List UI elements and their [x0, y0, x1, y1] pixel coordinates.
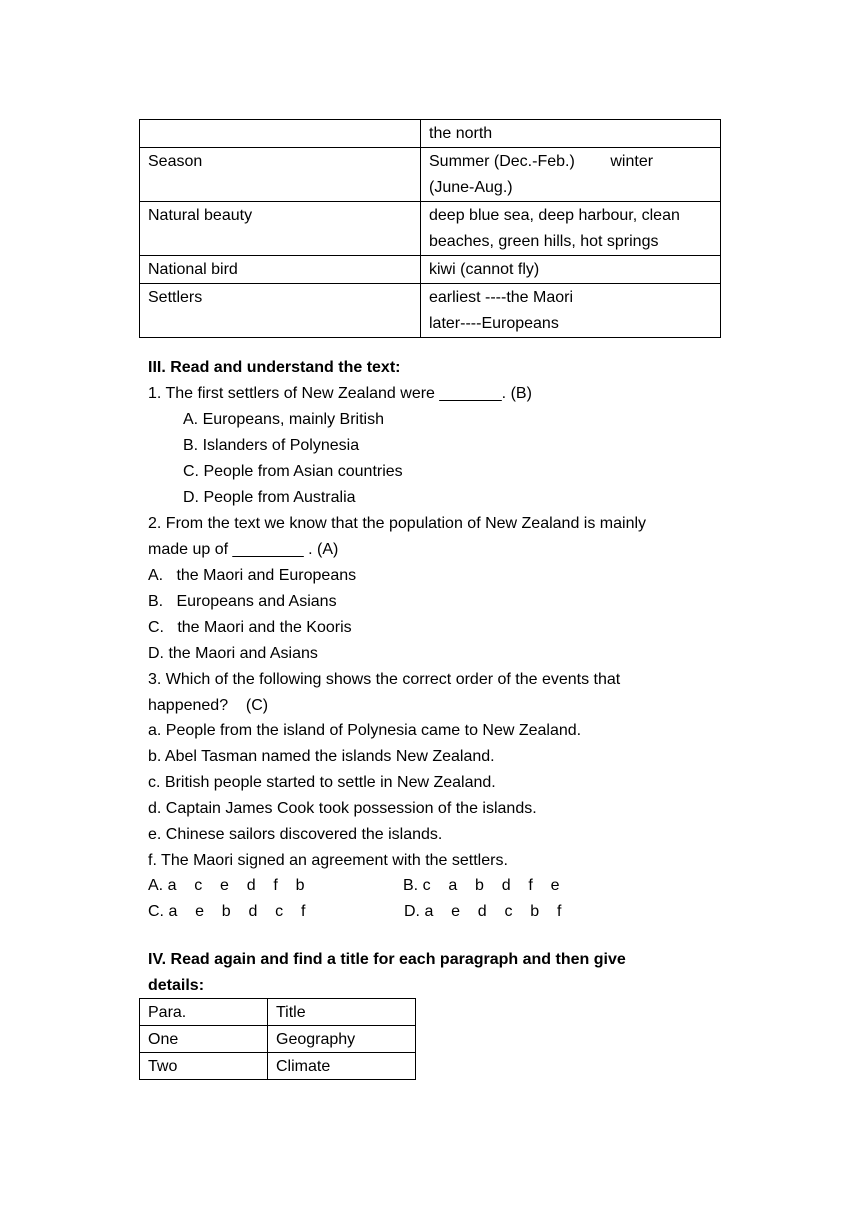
paragraph-title-table [139, 998, 416, 1080]
table-cell-label: Season [140, 148, 421, 202]
cell-line: earliest ----the Maori [429, 289, 574, 306]
table-cell-label: Settlers [140, 284, 421, 338]
q2-option-b: B. Europeans and Asians [148, 593, 337, 610]
table-cell-label: Natural beauty [140, 202, 421, 256]
cell-line: later----Europeans [429, 315, 559, 332]
table-row [140, 1026, 416, 1053]
cell-line: beaches, green hills, hot springs [429, 233, 659, 250]
q1-option-a: A. Europeans, mainly British [183, 411, 384, 428]
table-cell-value [421, 284, 721, 338]
cell-line: deep blue sea, deep harbour, clean [429, 207, 680, 224]
table-cell-label [140, 120, 421, 148]
cell-line: the north [429, 125, 493, 142]
question-2-stem-line1: 2. From the text we know that the population of New Zealand is mainly [148, 515, 647, 532]
question-1-stem: 1. The first settlers of New Zealand were _______. (B) [148, 385, 532, 402]
q3-event-d: d. Captain James Cook took possession of the islands. [148, 800, 537, 817]
cell-line: (June-Aug.) [429, 179, 513, 196]
question-3-stem-line2: happened? (C) [148, 697, 269, 714]
table-row [140, 148, 721, 202]
question-3-stem-line1: 3. Which of the following shows the correct order of the events that [148, 671, 621, 688]
cell-line: Summer (Dec.-Feb.) winter [429, 153, 654, 170]
cell-line: kiwi (cannot fly) [429, 261, 540, 278]
header-cell-title: Title [268, 999, 416, 1026]
q1-option-d: D. People from Australia [183, 489, 356, 506]
q3-event-f: f. The Maori signed an agreement with the settlers. [148, 852, 508, 869]
table-cell-value [421, 202, 721, 256]
table-cell-label: National bird [140, 256, 421, 284]
table-cell-value [421, 120, 721, 148]
header-cell-para: Para. [140, 999, 268, 1026]
table-row [140, 284, 721, 338]
q3-choice-a: A. a c e d f b [148, 877, 305, 894]
q1-option-c: C. People from Asian countries [183, 463, 403, 480]
table-header-row [140, 999, 416, 1026]
section-3-heading: III. Read and understand the text: [148, 359, 401, 376]
table-cell-title: Climate [268, 1053, 416, 1080]
q2-option-a: A. the Maori and Europeans [148, 567, 357, 584]
q3-event-c: c. British people started to settle in New Zealand. [148, 774, 496, 791]
table-cell-value [421, 148, 721, 202]
question-2-stem-line2: made up of ________ . (A) [148, 541, 339, 558]
q3-choice-b: B. c a b d f e [403, 877, 560, 894]
q3-event-e: e. Chinese sailors discovered the islands. [148, 826, 443, 843]
table-cell-title: Geography [268, 1026, 416, 1053]
q3-event-b: b. Abel Tasman named the islands New Zealand. [148, 748, 495, 765]
q3-event-a: a. People from the island of Polynesia came to New Zealand. [148, 722, 582, 739]
q3-choice-c: C. a e b d c f [148, 903, 306, 920]
q3-choice-d: D. a e d c b f [404, 903, 562, 920]
table-row [140, 1053, 416, 1080]
q2-option-d: D. the Maori and Asians [148, 645, 318, 662]
table-row [140, 120, 721, 148]
table-cell-para: Two [140, 1053, 268, 1080]
table-cell-para: One [140, 1026, 268, 1053]
section-4-heading-line2: details: [148, 977, 205, 994]
table-row [140, 256, 721, 284]
table-row [140, 202, 721, 256]
table-cell-value [421, 256, 721, 284]
facts-table [139, 119, 721, 338]
section-4-heading-line1: IV. Read again and find a title for each paragraph and then give [148, 951, 626, 968]
q2-option-c: C. the Maori and the Kooris [148, 619, 352, 636]
q1-option-b: B. Islanders of Polynesia [183, 437, 360, 454]
